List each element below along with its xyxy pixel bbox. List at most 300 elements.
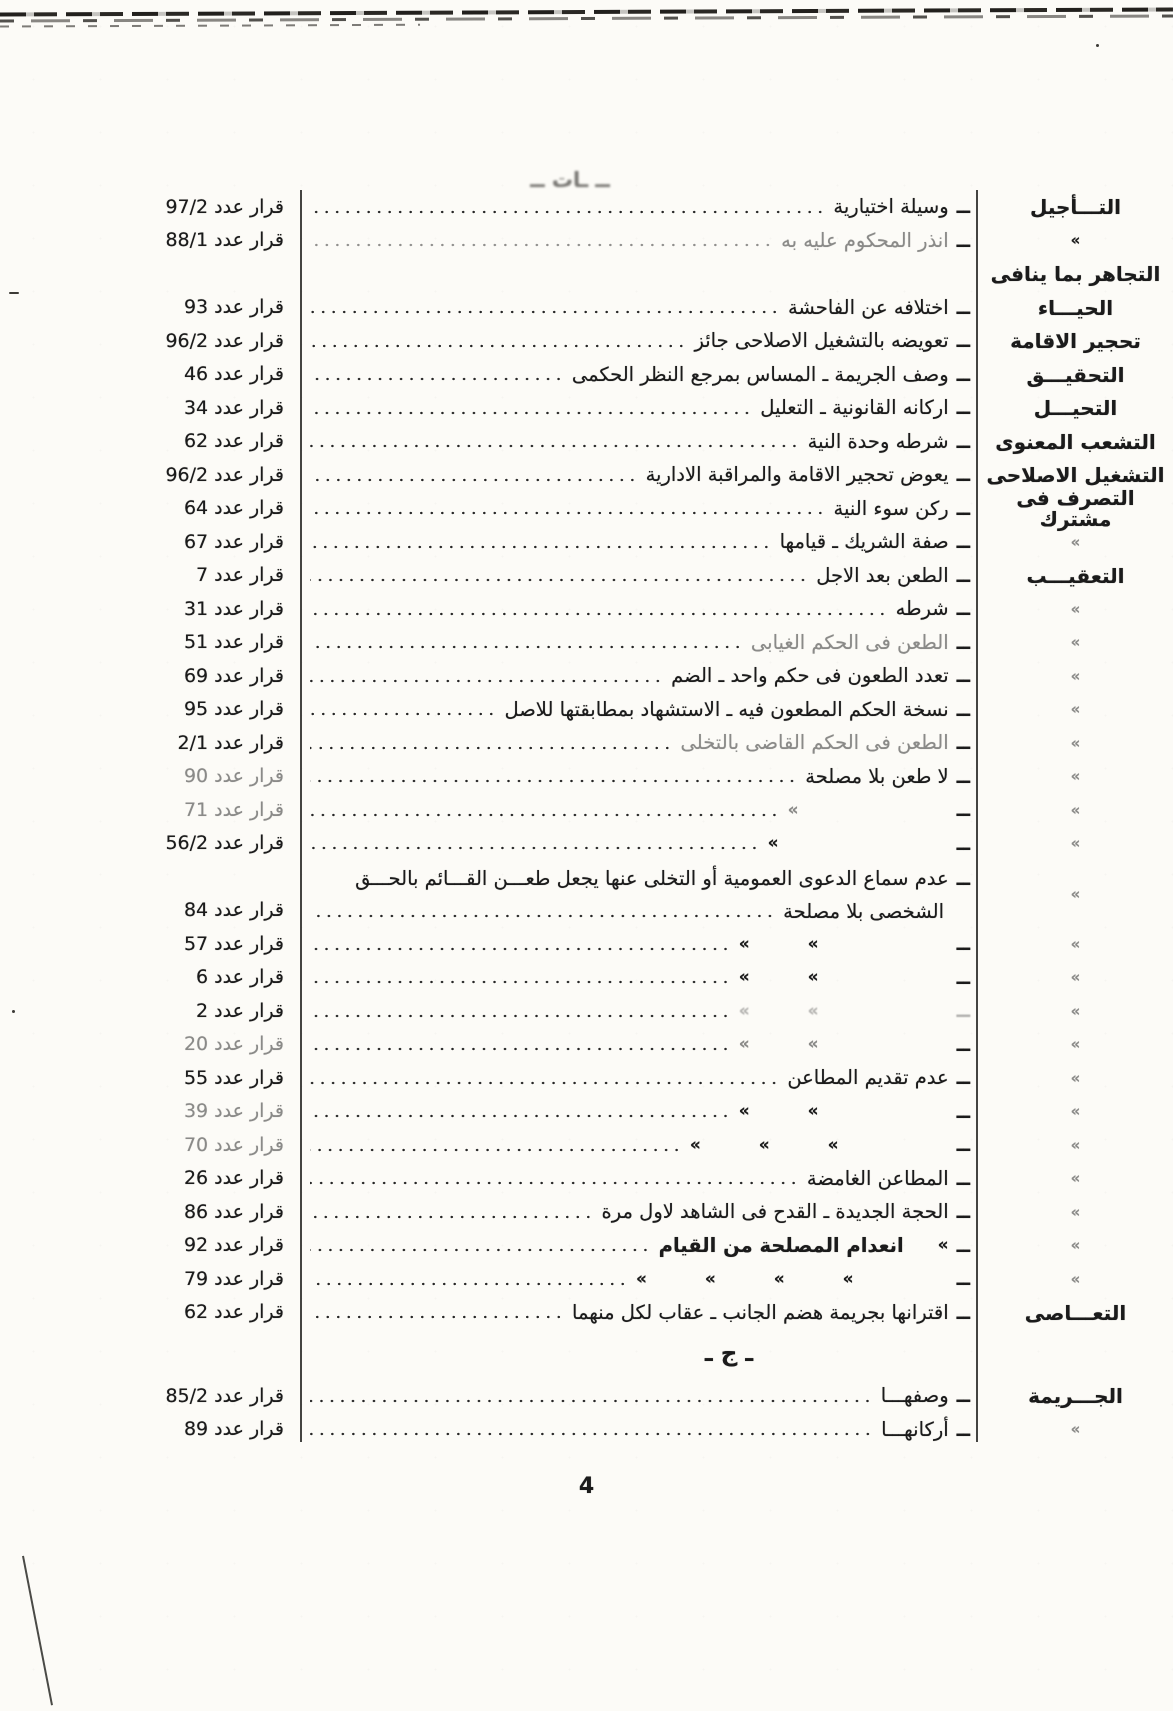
decision-number-cell xyxy=(95,1385,300,1407)
term-cell xyxy=(978,1002,1173,1020)
entry-dash: ــ xyxy=(956,831,970,855)
decision-number-cell xyxy=(95,933,300,955)
decision-number: قرار عدد 71 xyxy=(183,798,284,821)
entry-text: الحجة الجديدة ـ القدح فى الشاهد لاول مرة xyxy=(601,1200,949,1224)
entry-dash: ــ xyxy=(956,1066,970,1090)
term-cell xyxy=(978,734,1173,752)
entry-dash: ــ xyxy=(956,764,970,788)
entry-cell xyxy=(300,1301,978,1324)
index-row xyxy=(95,425,1173,459)
decision-number: قرار عدد 93 xyxy=(183,296,284,319)
decision-number-cell xyxy=(95,1234,300,1256)
term-cell xyxy=(978,1384,1173,1407)
entry-dash: ــ xyxy=(956,664,970,688)
index-row xyxy=(95,358,1173,392)
term-label: التصرف فى مشترك xyxy=(1016,486,1135,532)
entry-dash: ــ xyxy=(956,697,970,721)
entry-text: عدم سماع الدعوى العمومية أو التخلى عنها يجعل طعـــن القـــائم بالحـــق xyxy=(355,866,949,890)
entry-text: أركانهـــا xyxy=(881,1417,949,1441)
entry-cell xyxy=(300,229,978,252)
dotted-leader xyxy=(310,1180,799,1186)
decision-number-cell xyxy=(95,1167,300,1189)
entry-text: شرطه xyxy=(895,597,949,621)
decision-number: قرار عدد 79 xyxy=(183,1267,284,1290)
entry-cell xyxy=(300,631,978,654)
entry-dash: ــ xyxy=(956,1200,970,1224)
term-label: تحجير الاقامة xyxy=(1010,329,1141,354)
term-label: » xyxy=(1070,599,1081,618)
entry-cell xyxy=(300,396,978,419)
term-label: » xyxy=(1070,1068,1081,1087)
dotted-leader xyxy=(310,443,800,449)
ditto-mark: » » xyxy=(738,1034,819,1055)
entry-cell xyxy=(300,564,978,587)
entry-cell xyxy=(300,195,978,218)
term-label: » xyxy=(1070,1420,1081,1439)
term-cell xyxy=(978,767,1173,785)
term-cell xyxy=(978,1270,1173,1288)
term-label: » xyxy=(1070,1269,1081,1288)
term-cell xyxy=(978,935,1173,953)
index-row xyxy=(95,486,1173,532)
index-row xyxy=(95,1413,1173,1447)
term-label: » xyxy=(1070,800,1081,819)
vertical-rule-right xyxy=(976,190,978,1442)
decision-number-cell xyxy=(95,832,300,854)
term-label: » xyxy=(1070,1236,1081,1255)
term-cell xyxy=(978,231,1173,249)
decision-number: قرار عدد 46 xyxy=(183,363,284,386)
entry-dash: ــ xyxy=(956,295,970,319)
term-cell xyxy=(978,1236,1173,1254)
entry-cell xyxy=(300,1100,978,1123)
term-label: » xyxy=(1070,700,1081,719)
decision-number-cell xyxy=(95,296,300,318)
term-cell xyxy=(978,1102,1173,1120)
index-row xyxy=(95,1379,1173,1413)
dotted-leader xyxy=(310,745,673,751)
dotted-leader xyxy=(310,1431,873,1437)
decision-number-cell xyxy=(95,665,300,687)
decision-number-cell xyxy=(95,732,300,754)
decision-number: قرار عدد 34 xyxy=(183,396,284,419)
index-row xyxy=(95,1162,1173,1196)
entry-cell xyxy=(300,1033,978,1056)
entry-text: نسخة الحكم المطعون فيه ـ الاستشهاد بمطابقتها للاصل xyxy=(504,697,949,721)
decision-number-cell xyxy=(95,430,300,452)
index-row xyxy=(95,592,1173,626)
decision-number: قرار عدد 57 xyxy=(183,932,284,955)
entry-dash: ــ xyxy=(956,228,970,252)
decision-number: قرار عدد 95 xyxy=(183,698,284,721)
term-cell xyxy=(978,885,1173,903)
term-label: التشعب المعنوى xyxy=(995,429,1156,454)
term-label: التـــأجيل xyxy=(1030,195,1121,220)
entry-text: شرطه وحدة النية xyxy=(807,429,949,453)
index-row xyxy=(95,1128,1173,1162)
term-cell xyxy=(978,363,1173,386)
entry-cell xyxy=(300,430,978,453)
index-row xyxy=(95,1229,1173,1263)
entry-text: اركانه القانونية ـ التعليل xyxy=(760,396,949,420)
term-cell xyxy=(978,1136,1173,1154)
entry-dash: ــ xyxy=(956,195,970,219)
term-label: التحيـــل xyxy=(1033,396,1118,421)
index-row xyxy=(95,1095,1173,1129)
index-row xyxy=(95,626,1173,660)
ditto-mark: » xyxy=(787,799,799,820)
decision-number: قرار عدد 67 xyxy=(183,530,284,553)
index-row xyxy=(95,1195,1173,1229)
decision-number: قرار عدد 88/1 xyxy=(165,229,284,252)
section-letter: ـ ج ـ xyxy=(704,1341,754,1367)
dotted-leader xyxy=(310,343,686,349)
dotted-leader xyxy=(310,242,773,248)
term-label: » xyxy=(1070,231,1081,250)
entry-text: وسيلة اختيارية xyxy=(833,195,949,219)
entry-cell xyxy=(300,860,978,928)
index-row xyxy=(95,324,1173,358)
entry-dash: ــ xyxy=(956,932,970,956)
term-cell xyxy=(978,633,1173,651)
index-row xyxy=(95,726,1173,760)
decision-number-cell xyxy=(95,765,300,787)
entry-text: الطعن فى الحكم القاضى بالتخلى xyxy=(680,731,949,755)
term-cell xyxy=(978,801,1173,819)
term-cell xyxy=(978,533,1173,551)
term-cell xyxy=(978,700,1173,718)
entry-dash: ــ xyxy=(956,429,970,453)
decision-number: قرار عدد 51 xyxy=(183,631,284,654)
entry-cell xyxy=(300,1167,978,1190)
index-row xyxy=(95,994,1173,1028)
scan-speck xyxy=(12,1010,15,1013)
term-cell xyxy=(978,1169,1173,1187)
term-cell xyxy=(978,834,1173,852)
term-label: التعقيـــب xyxy=(1026,563,1125,588)
dotted-leader xyxy=(310,1046,731,1052)
entry-text: عدم تقديم المطاعن xyxy=(787,1066,949,1090)
entry-dash: ــ xyxy=(956,1032,970,1056)
decision-number-cell xyxy=(95,1201,300,1223)
entry-dash: ــ xyxy=(956,563,970,587)
entry-dash: ــ xyxy=(956,1267,970,1291)
decision-number-cell xyxy=(95,229,300,251)
term-cell xyxy=(978,430,1173,453)
term-cell xyxy=(978,463,1173,486)
ditto-mark: » » xyxy=(738,933,819,954)
term-label: » xyxy=(1070,733,1081,752)
dotted-leader xyxy=(310,913,775,919)
entry-dash: ــ xyxy=(956,999,970,1023)
entry-cell xyxy=(300,1267,978,1290)
entry-dash: ــ xyxy=(956,1099,970,1123)
decision-number-cell xyxy=(95,1268,300,1290)
term-cell xyxy=(978,1420,1173,1438)
entry-text: الطعن فى الحكم الغيابى xyxy=(750,630,949,654)
entry-cell xyxy=(300,698,978,721)
index-rows xyxy=(95,190,1173,1446)
ditto-mark: » » xyxy=(738,1101,819,1122)
term-cell xyxy=(978,667,1173,685)
decision-number: قرار عدد 6 xyxy=(196,966,284,989)
decision-number: قرار عدد 56/2 xyxy=(165,832,284,855)
index-row xyxy=(95,760,1173,794)
decision-number-cell xyxy=(95,1134,300,1156)
dotted-leader xyxy=(310,946,731,952)
index-row xyxy=(95,257,1173,291)
term-cell xyxy=(978,1203,1173,1221)
decision-number: قرار عدد 89 xyxy=(183,1418,284,1441)
entry-dash: ــ xyxy=(956,731,970,755)
decision-number: قرار عدد 55 xyxy=(183,1066,284,1089)
entry-text: وصف الجريمة ـ المساس بمرجع النظر الحكمى xyxy=(571,362,949,386)
entry-dash: ــ xyxy=(956,530,970,554)
decision-number: قرار عدد 97/2 xyxy=(165,195,284,218)
entry-cell xyxy=(300,1418,978,1441)
term-label: الحيـــاء xyxy=(1037,295,1114,320)
dotted-leader xyxy=(310,577,808,583)
entry-cell xyxy=(300,664,978,687)
page-number: 4 xyxy=(578,1474,595,1499)
decision-number: قرار عدد 92 xyxy=(183,1234,284,1257)
ditto-mark: » » » » xyxy=(635,1268,854,1289)
entry-text: الطعن بعد الاجل xyxy=(816,563,949,587)
scan-speck xyxy=(1096,44,1099,47)
term-label: » xyxy=(1070,834,1081,853)
dotted-leader xyxy=(310,209,825,215)
decision-number-cell xyxy=(95,1100,300,1122)
term-label: » xyxy=(1070,666,1081,685)
dotted-leader xyxy=(310,376,564,382)
decision-number-cell xyxy=(95,799,300,821)
torn-edge-artifact xyxy=(0,3,1173,30)
decision-number-cell xyxy=(95,363,300,385)
ditto-mark: » » xyxy=(738,967,819,988)
entry-cell xyxy=(300,296,978,319)
entry-dash: ــ xyxy=(956,329,970,353)
dotted-leader xyxy=(310,711,496,717)
term-cell xyxy=(978,396,1173,419)
entry-text: تعدد الطعون فى حكم واحد ـ الضم xyxy=(671,664,949,688)
decision-number: قرار عدد 96/2 xyxy=(165,463,284,486)
term-cell xyxy=(978,564,1173,587)
term-label: » xyxy=(1070,633,1081,652)
decision-number-cell xyxy=(95,497,300,519)
index-row xyxy=(95,793,1173,827)
index-row xyxy=(95,927,1173,961)
dotted-leader xyxy=(310,812,780,818)
decision-number: قرار عدد 62 xyxy=(183,430,284,453)
vertical-rule-left xyxy=(300,190,302,1442)
decision-number-cell xyxy=(95,598,300,620)
entry-cell xyxy=(300,1200,978,1223)
scan-speck xyxy=(9,292,19,294)
entry-dash: ــ xyxy=(956,396,970,420)
entry-dash: ــ xyxy=(956,362,970,386)
entry-text: انذر المحكوم عليه به xyxy=(781,228,949,252)
decision-number-cell xyxy=(95,1000,300,1022)
entry-cell xyxy=(300,966,978,989)
dotted-leader xyxy=(310,678,663,684)
term-cell xyxy=(978,296,1173,319)
term-label: » xyxy=(1070,1135,1081,1154)
entry-text: لا طعن بلا مصلحة xyxy=(805,764,949,788)
term-cell xyxy=(978,195,1173,218)
decision-number-cell xyxy=(95,894,300,927)
entry-text: ركن سوء النية xyxy=(833,496,949,520)
index-row xyxy=(95,391,1173,425)
dotted-leader xyxy=(310,1147,682,1153)
entry-dash: ــ xyxy=(956,965,970,989)
term-label: » xyxy=(1070,1202,1081,1221)
smudged-section-header: ــ ـات ــ xyxy=(530,168,610,192)
index-row xyxy=(95,1262,1173,1296)
index-row xyxy=(95,224,1173,258)
entry-cell xyxy=(300,463,978,486)
entry-dash: ــ xyxy=(956,1384,970,1408)
index-row xyxy=(95,693,1173,727)
decision-number-cell xyxy=(95,1033,300,1055)
dotted-leader xyxy=(310,1398,873,1404)
index-row xyxy=(95,190,1173,224)
decision-number: قرار عدد 90 xyxy=(183,765,284,788)
entry-cell xyxy=(300,798,978,821)
entry-dash: ــ xyxy=(956,798,970,822)
decision-number-cell xyxy=(95,564,300,586)
term-label: » xyxy=(1070,1169,1081,1188)
entry-text: تعويضه بالتشغيل الاصلاحى جائز xyxy=(694,329,949,353)
term-cell xyxy=(978,329,1173,352)
scratch-mark-artifact xyxy=(14,1556,54,1706)
decision-number: قرار عدد 2 xyxy=(196,999,284,1022)
dotted-leader xyxy=(310,778,797,784)
term-label: » xyxy=(1070,1001,1081,1020)
entry-text: يعوض تحجير الاقامة والمراقبة الادارية xyxy=(645,463,949,487)
entry-text: اقترانها بجريمة هضم الجانب ـ عقاب لكل منهما xyxy=(572,1300,949,1324)
index-row xyxy=(95,827,1173,861)
entry-cell xyxy=(300,999,978,1022)
dotted-leader xyxy=(310,510,826,516)
dotted-leader xyxy=(310,477,638,483)
decision-number: قرار عدد 96/2 xyxy=(165,329,284,352)
index-row xyxy=(95,291,1173,325)
entry-dash: ــ xyxy=(956,496,970,520)
index-table xyxy=(95,190,1173,1448)
dotted-leader xyxy=(310,410,752,416)
dotted-leader xyxy=(310,1281,628,1287)
dotted-leader xyxy=(310,1080,779,1086)
dotted-leader xyxy=(310,845,760,851)
decision-number: قرار عدد 64 xyxy=(183,497,284,520)
entry-cell xyxy=(300,1133,978,1156)
entry-text: الشخصى بلا مصلحة xyxy=(783,899,944,923)
entry-cell xyxy=(300,530,978,553)
dotted-leader xyxy=(310,1113,731,1119)
entry-line-2 xyxy=(304,895,970,928)
entry-dash: ــ xyxy=(956,463,970,487)
dotted-leader xyxy=(310,309,780,315)
dotted-leader xyxy=(310,1013,731,1019)
entry-cell xyxy=(300,832,978,855)
entry-cell xyxy=(300,731,978,754)
entry-dash: ــ xyxy=(956,1300,970,1324)
ditto-mark: » » xyxy=(738,1000,819,1021)
dotted-leader xyxy=(310,1247,651,1253)
entry-cell xyxy=(300,765,978,788)
term-label: التعـــاصى xyxy=(1024,1300,1127,1325)
dotted-leader xyxy=(310,979,731,985)
dotted-leader xyxy=(310,644,743,650)
entry-cell xyxy=(300,497,978,520)
decision-number: قرار عدد 69 xyxy=(183,664,284,687)
entry-dash: ــ xyxy=(956,1133,970,1157)
entry-dash: ــ xyxy=(956,866,970,890)
term-cell xyxy=(978,486,1173,530)
entry-dash: ــ xyxy=(956,1417,970,1441)
decision-number: قرار عدد 70 xyxy=(183,1133,284,1156)
dotted-leader xyxy=(310,611,888,617)
decision-number: قرار عدد 62 xyxy=(183,1301,284,1324)
entry-cell xyxy=(300,329,978,352)
entry-cell xyxy=(300,363,978,386)
index-row xyxy=(95,659,1173,693)
entry-text: وصفهـــا xyxy=(880,1384,949,1408)
term-cell xyxy=(978,600,1173,618)
entry-cell xyxy=(300,1234,978,1257)
entry-dash: ــ xyxy=(956,630,970,654)
index-row xyxy=(95,961,1173,995)
term-label: » xyxy=(1070,532,1081,551)
decision-number-cell xyxy=(95,631,300,653)
decision-number: قرار عدد 86 xyxy=(183,1200,284,1223)
decision-number-cell xyxy=(95,531,300,553)
term-label: » xyxy=(1070,1035,1081,1054)
term-label: » xyxy=(1070,934,1081,953)
entry-dash: ــ xyxy=(956,597,970,621)
ditto-mark: » xyxy=(937,1235,949,1256)
ditto-mark: » » » xyxy=(689,1134,839,1155)
entry-text: المطاعن الغامضة xyxy=(806,1166,949,1190)
term-label: » xyxy=(1070,1102,1081,1121)
term-cell xyxy=(978,968,1173,986)
index-row xyxy=(95,559,1173,593)
decision-number-cell xyxy=(95,698,300,720)
term-label: » xyxy=(1070,767,1081,786)
decision-number: قرار عدد 26 xyxy=(183,1167,284,1190)
decision-number: قرار عدد 7 xyxy=(196,564,284,587)
term-label: » xyxy=(1070,968,1081,987)
decision-number-cell xyxy=(95,397,300,419)
entry-cell xyxy=(300,1384,978,1407)
term-cell xyxy=(978,262,1173,285)
decision-number-cell xyxy=(95,1301,300,1323)
decision-number: قرار عدد 85/2 xyxy=(165,1384,284,1407)
entry-text: اختلافه عن الفاحشة xyxy=(787,295,949,319)
term-label: التشغيل الاصلاحى xyxy=(986,463,1165,488)
term-cell xyxy=(978,1301,1173,1324)
index-row xyxy=(95,1028,1173,1062)
decision-number-cell xyxy=(95,464,300,486)
entry-line-1 xyxy=(304,862,970,895)
decision-number: قرار عدد 39 xyxy=(183,1100,284,1123)
entry-text: انعدام المصلحة من القيام xyxy=(658,1233,904,1257)
decision-number: قرار عدد 20 xyxy=(183,1033,284,1056)
term-label: التجاهر بما ينافى xyxy=(990,262,1161,287)
dotted-leader xyxy=(310,1314,564,1320)
index-row xyxy=(95,1296,1173,1330)
term-label: » xyxy=(1070,884,1081,903)
